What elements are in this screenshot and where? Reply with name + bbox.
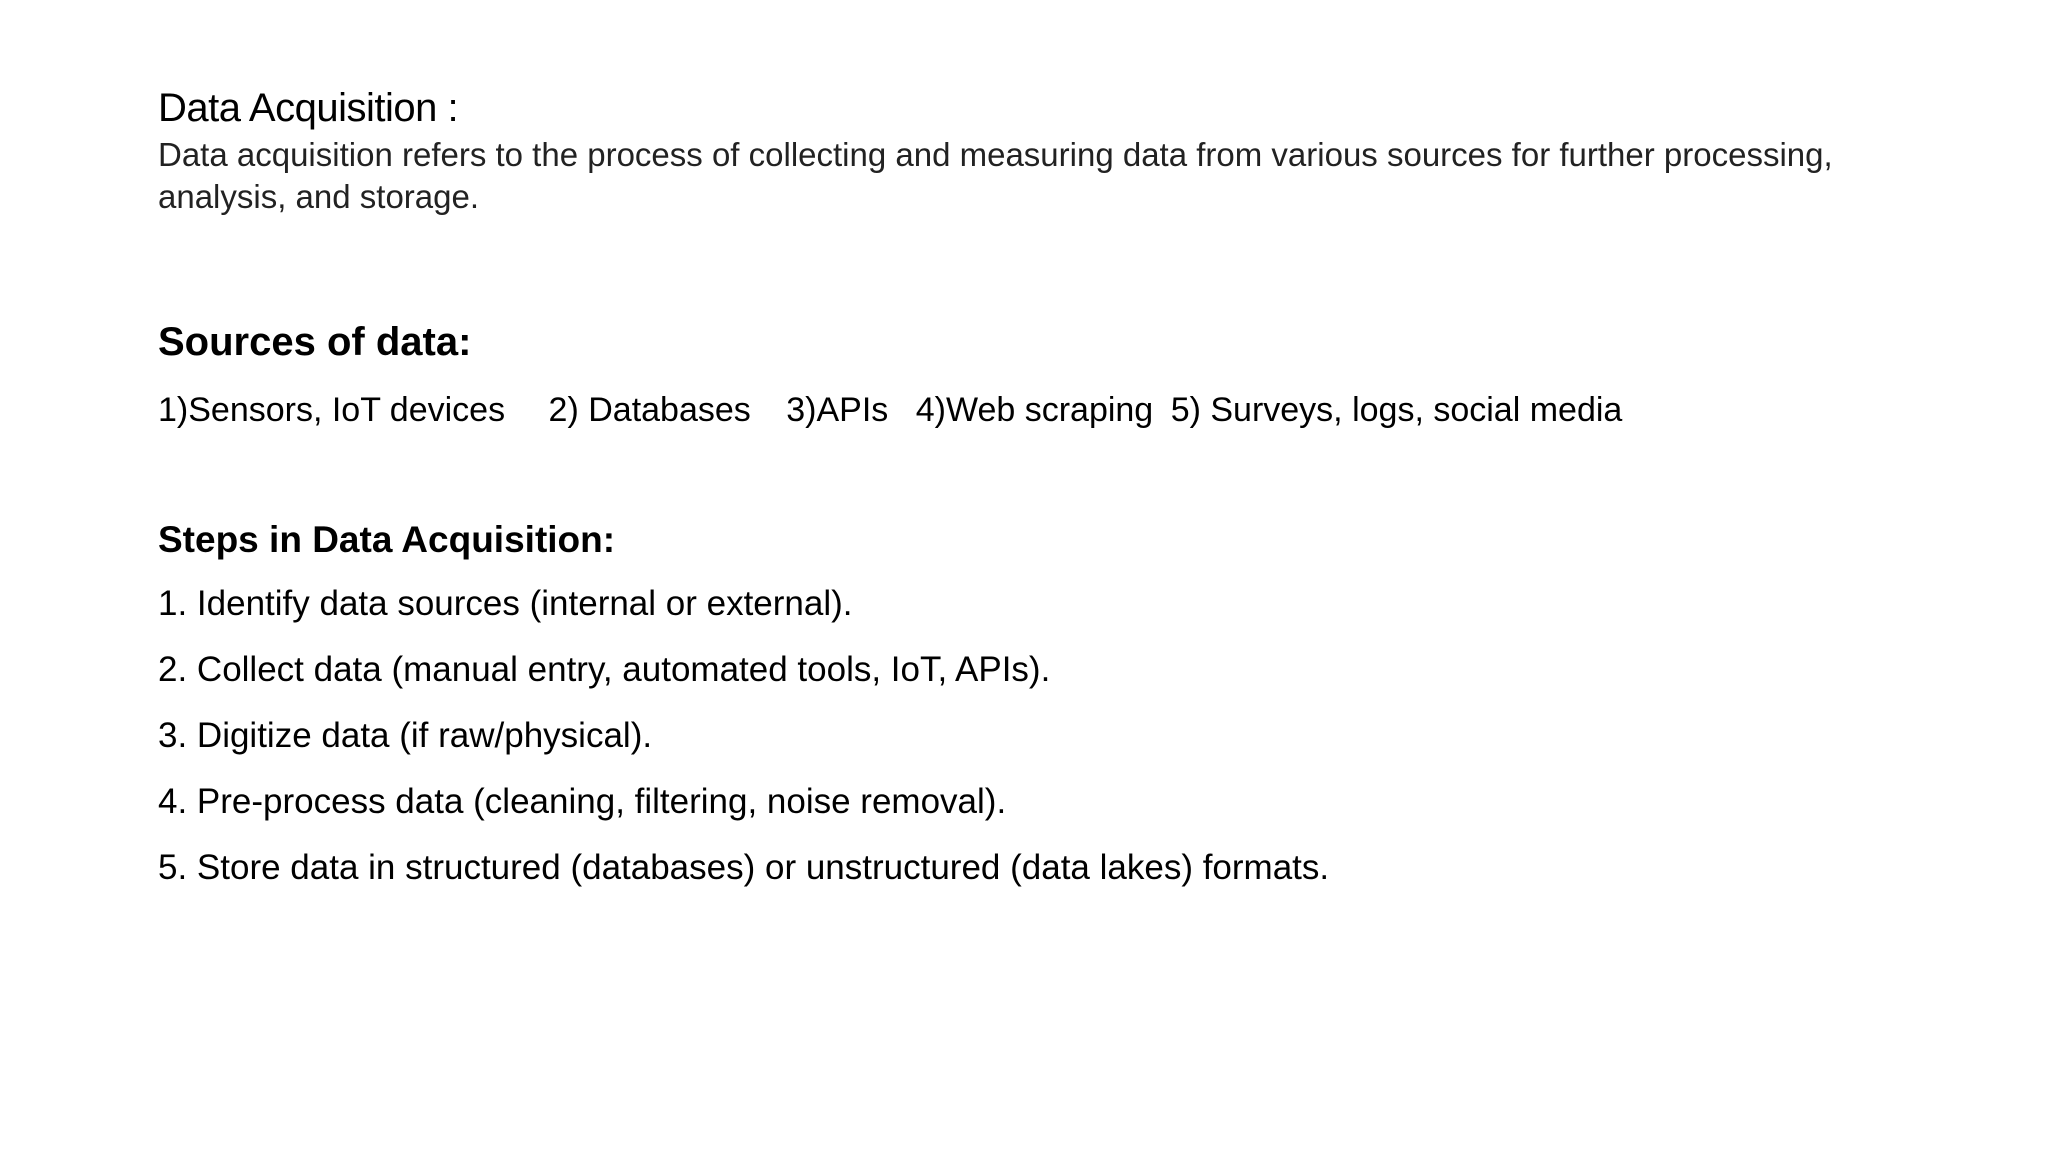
step-item: 5. Store data in structured (databases) or unstructured (data lakes) formats. — [158, 848, 1330, 887]
slide-title: Data Acquisition : — [158, 86, 459, 130]
step-item: 2. Collect data (manual entry, automated tools, IoT, APIs). — [158, 650, 1051, 689]
source-item-databases: 2) Databases — [548, 391, 751, 429]
source-item-apis: 3)APIs — [786, 391, 889, 429]
sources-list — [158, 389, 1958, 431]
source-item-surveys: 5) Surveys, logs, social media — [1170, 391, 1623, 429]
step-item: 3. Digitize data (if raw/physical). — [158, 716, 653, 755]
source-item-web-scraping: 4)Web scraping — [915, 391, 1154, 429]
steps-heading: Steps in Data Acquisition: — [158, 519, 616, 560]
intro-paragraph: Data acquisition refers to the process of collecting and measuring data from various sources for further processing, analysis, and storage. — [158, 136, 1833, 215]
sources-heading: Sources of data: — [158, 320, 472, 364]
source-item-sensors: 1)Sensors, IoT devices — [158, 391, 506, 429]
step-item: 4. Pre-process data (cleaning, filtering, noise removal). — [158, 782, 1007, 821]
steps-list — [158, 582, 1958, 912]
step-item: 1. Identify data sources (internal or external). — [158, 584, 853, 623]
